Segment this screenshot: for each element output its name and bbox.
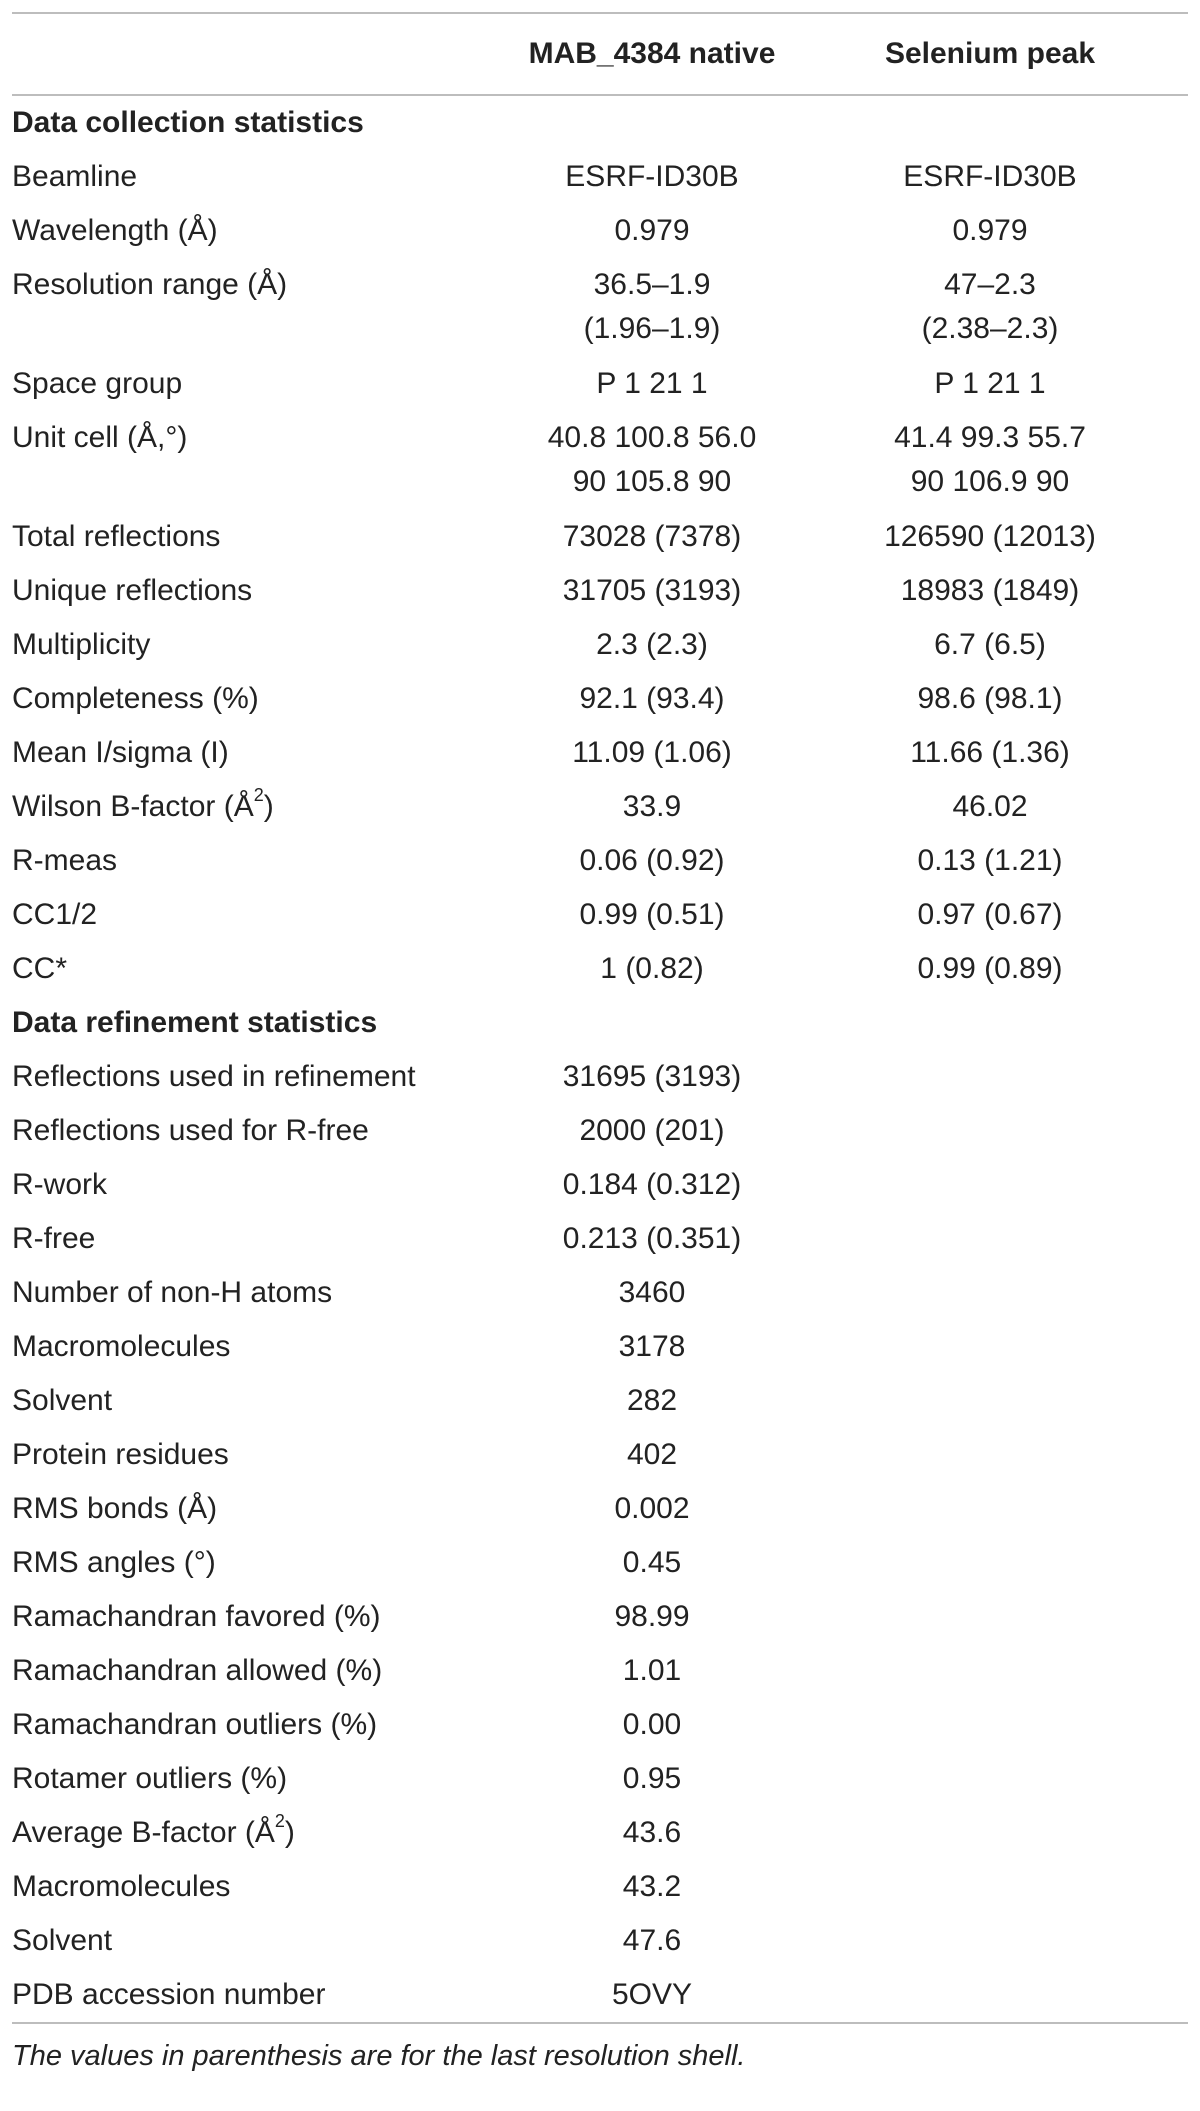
native-value-cell: [512, 1158, 792, 1207]
native-value-cell: [512, 1806, 792, 1855]
table-row: [12, 1914, 1188, 1968]
native-value: 40.8 100.8 56.0: [547, 421, 757, 454]
table-row: [12, 1536, 1188, 1590]
selenium-value: 0.99 (0.89): [917, 952, 1063, 985]
selenium-value-cell: [792, 510, 1188, 559]
table-row: [12, 1752, 1188, 1806]
row-label: [12, 1050, 512, 1099]
row-label: [12, 1320, 512, 1369]
row-label-text: Unique reflections: [12, 574, 253, 607]
row-label-text: Unit cell (Å,°): [12, 421, 188, 454]
table-row: [12, 1320, 1188, 1374]
native-value-cell: [512, 357, 792, 406]
row-label: [12, 1752, 512, 1801]
native-value-cell: [512, 1590, 792, 1639]
native-value: 43.6: [622, 1816, 682, 1849]
table-row: [12, 672, 1188, 726]
row-label: [12, 1428, 512, 1477]
row-label: [12, 834, 512, 883]
row-label: [12, 618, 512, 667]
selenium-value: 18983 (1849): [900, 574, 1080, 607]
native-value-cell: [512, 1050, 792, 1099]
native-value-cell: [512, 1320, 792, 1369]
selenium-value-cell: [792, 258, 1188, 351]
row-label: [12, 726, 512, 775]
table-row: [12, 1860, 1188, 1914]
native-value-cell: [512, 672, 792, 721]
native-value: 90 105.8 90: [572, 465, 732, 498]
table-row: [12, 1428, 1188, 1482]
selenium-value-cell: [792, 1536, 1188, 1541]
row-label: [12, 510, 512, 559]
selenium-value: 0.97 (0.67): [917, 898, 1063, 931]
statistics-table: [12, 12, 1188, 2076]
selenium-value-cell: [792, 1914, 1188, 1919]
row-label-text: Protein residues: [12, 1438, 229, 1471]
selenium-value-cell: [792, 1968, 1188, 1973]
row-label: [12, 204, 512, 253]
table-row: [12, 1968, 1188, 2022]
row-label: [12, 258, 512, 307]
native-value: 0.99 (0.51): [579, 898, 725, 931]
row-label: [12, 1158, 512, 1207]
row-label-text: Beamline: [12, 160, 138, 193]
table-row: [12, 150, 1188, 204]
selenium-value-cell: [792, 1752, 1188, 1757]
selenium-value-cell: [792, 1050, 1188, 1055]
table-row: [12, 780, 1188, 834]
row-label: [12, 1590, 512, 1639]
native-value-cell: [512, 1428, 792, 1477]
selenium-value-cell: [792, 1320, 1188, 1325]
table-row: [12, 726, 1188, 780]
row-label: [12, 1698, 512, 1747]
header-native: MAB_4384 native: [528, 37, 776, 70]
native-value: 0.213 (0.351): [562, 1222, 742, 1255]
row-label: [12, 942, 512, 991]
row-label: [12, 1644, 512, 1693]
table-row: [12, 1482, 1188, 1536]
row-label: [12, 411, 512, 460]
native-value: 31705 (3193): [562, 574, 742, 607]
row-label: [12, 357, 512, 406]
native-value: 92.1 (93.4): [579, 682, 725, 715]
table-row: [12, 1050, 1188, 1104]
table-row: [12, 1590, 1188, 1644]
row-label-text: Space group: [12, 367, 183, 400]
selenium-value-cell: [792, 1158, 1188, 1163]
native-value-cell: [512, 726, 792, 775]
selenium-value: P 1 21 1: [934, 367, 1046, 400]
table-row: [12, 834, 1188, 888]
row-label: [12, 1104, 512, 1153]
row-label: [12, 888, 512, 937]
row-label-tail: ): [284, 1816, 295, 1849]
row-label-text: Average B-factor (Å: [12, 1816, 275, 1849]
selenium-value-cell: [792, 150, 1188, 199]
native-value-cell: [512, 1482, 792, 1531]
row-label-text: Solvent: [12, 1384, 113, 1417]
selenium-value-cell: [792, 780, 1188, 829]
table-row: [12, 1698, 1188, 1752]
native-value-cell: [512, 258, 792, 351]
native-value: 282: [626, 1384, 678, 1417]
selenium-value: 47–2.3: [944, 268, 1036, 301]
table-row: [12, 204, 1188, 258]
selenium-value: 98.6 (98.1): [917, 682, 1063, 715]
native-value-cell: [512, 780, 792, 829]
native-value-cell: [512, 1644, 792, 1693]
superscript: 2: [274, 1811, 285, 1831]
selenium-value: 41.4 99.3 55.7: [894, 421, 1086, 454]
native-value: 3460: [618, 1276, 686, 1309]
table-row: [12, 564, 1188, 618]
selenium-value-cell: [792, 1104, 1188, 1109]
native-value: 0.06 (0.92): [579, 844, 725, 877]
row-label-text: Solvent: [12, 1924, 113, 1957]
native-value: 11.09 (1.06): [572, 736, 732, 769]
native-value: 0.00: [622, 1708, 682, 1741]
native-value: 1.01: [622, 1654, 682, 1687]
table-body: [12, 96, 1188, 2022]
native-value: 2000 (201): [579, 1114, 725, 1147]
row-label: [12, 1914, 512, 1963]
row-label-text: Mean I/sigma (I): [12, 736, 229, 769]
native-value: 31695 (3193): [562, 1060, 742, 1093]
table-row: [12, 888, 1188, 942]
native-value-cell: [512, 1374, 792, 1423]
row-label-text: Reflections used in refinement: [12, 1060, 416, 1093]
table-row: [12, 942, 1188, 996]
row-label-text: Multiplicity: [12, 628, 151, 661]
table-row: [12, 1644, 1188, 1698]
table-row: [12, 510, 1188, 564]
row-label: [12, 564, 512, 613]
superscript: 2: [253, 785, 264, 805]
native-value-cell: [512, 1536, 792, 1585]
row-label-text: Reflections used for R-free: [12, 1114, 369, 1147]
row-label-text: RMS angles (°): [12, 1546, 216, 1579]
selenium-value-cell: [792, 1212, 1188, 1217]
row-label: [12, 1536, 512, 1585]
row-label: [12, 1212, 512, 1261]
row-label-tail: ): [263, 790, 274, 823]
native-value: 0.184 (0.312): [562, 1168, 742, 1201]
native-value-cell: [512, 564, 792, 613]
header-row: [12, 14, 1188, 94]
native-value: 33.9: [622, 790, 682, 823]
row-label-text: RMS bonds (Å): [12, 1492, 218, 1525]
table-row: [12, 1158, 1188, 1212]
native-value-cell: [512, 411, 792, 504]
selenium-value-cell: [792, 726, 1188, 775]
row-label-text: Number of non-H atoms: [12, 1276, 333, 1309]
native-value: 0.979: [614, 214, 690, 247]
native-value-cell: [512, 618, 792, 667]
row-label-text: Ramachandran outliers (%): [12, 1708, 378, 1741]
native-value-cell: [512, 1698, 792, 1747]
native-value: 0.95: [622, 1762, 682, 1795]
section-heading: Data collection statistics: [12, 106, 364, 139]
row-label-text: Macromolecules: [12, 1870, 231, 1903]
selenium-value: 90 106.9 90: [910, 465, 1070, 498]
section-heading: Data refinement statistics: [12, 1006, 378, 1039]
selenium-value-cell: [792, 357, 1188, 406]
native-value: 402: [626, 1438, 678, 1471]
row-label-text: CC1/2: [12, 898, 98, 931]
selenium-value-cell: [792, 1644, 1188, 1649]
native-value: 98.99: [614, 1600, 690, 1633]
table-row: [12, 1104, 1188, 1158]
row-label-text: R-meas: [12, 844, 118, 877]
table-row: [12, 1806, 1188, 1860]
native-value: P 1 21 1: [596, 367, 708, 400]
selenium-value-cell: [792, 942, 1188, 991]
native-value: 0.002: [614, 1492, 690, 1525]
row-label-text: Resolution range (Å): [12, 268, 288, 301]
table-row: [12, 1374, 1188, 1428]
selenium-value-cell: [792, 411, 1188, 504]
selenium-value-cell: [792, 672, 1188, 721]
selenium-value: ESRF-ID30B: [903, 160, 1077, 193]
native-value: 5OVY: [611, 1978, 693, 2011]
table-row: [12, 411, 1188, 510]
row-label-text: Wavelength (Å): [12, 214, 218, 247]
selenium-value-cell: [792, 204, 1188, 253]
selenium-value-cell: [792, 618, 1188, 667]
selenium-value: 0.979: [952, 214, 1028, 247]
native-value: (1.96–1.9): [583, 312, 721, 345]
table-row: [12, 1212, 1188, 1266]
row-label: [12, 1860, 512, 1909]
native-value: 0.45: [622, 1546, 682, 1579]
selenium-value-cell: [792, 888, 1188, 937]
row-label-text: PDB accession number: [12, 1978, 326, 2011]
row-label: [12, 1806, 512, 1855]
footnote: The values in parenthesis are for the last resolution shell.: [12, 2040, 746, 2072]
native-value-cell: [512, 1104, 792, 1153]
selenium-value: 126590 (12013): [884, 520, 1096, 553]
selenium-value-cell: [792, 1806, 1188, 1811]
native-value: 2.3 (2.3): [596, 628, 708, 661]
row-label-text: Ramachandran allowed (%): [12, 1654, 383, 1687]
native-value-cell: [512, 1968, 792, 2017]
native-value: 73028 (7378): [562, 520, 742, 553]
table-row: [12, 1266, 1188, 1320]
native-value-cell: [512, 1212, 792, 1261]
native-value: 43.2: [622, 1870, 682, 1903]
native-value: 1 (0.82): [600, 952, 704, 985]
native-value: 47.6: [622, 1924, 682, 1957]
native-value-cell: [512, 510, 792, 559]
row-label: [12, 1266, 512, 1315]
native-value-cell: [512, 150, 792, 199]
native-value-cell: [512, 1914, 792, 1963]
selenium-value: 46.02: [952, 790, 1028, 823]
row-label: [12, 780, 512, 829]
selenium-value-cell: [792, 1374, 1188, 1379]
selenium-value-cell: [792, 834, 1188, 883]
row-label: [12, 672, 512, 721]
selenium-value-cell: [792, 1698, 1188, 1703]
row-label: [12, 150, 512, 199]
native-value-cell: [512, 1266, 792, 1315]
selenium-value-cell: [792, 1428, 1188, 1433]
selenium-value: 0.13 (1.21): [917, 844, 1063, 877]
selenium-value: 11.66 (1.36): [910, 736, 1070, 769]
selenium-value-cell: [792, 1590, 1188, 1595]
header-selenium: Selenium peak: [884, 37, 1096, 70]
row-label-text: Macromolecules: [12, 1330, 231, 1363]
row-label-text: Rotamer outliers (%): [12, 1762, 288, 1795]
selenium-value-cell: [792, 1482, 1188, 1487]
selenium-value-cell: [792, 1860, 1188, 1865]
row-label: [12, 1482, 512, 1531]
native-value-cell: [512, 1860, 792, 1909]
native-value-cell: [512, 942, 792, 991]
native-value: ESRF-ID30B: [565, 160, 739, 193]
row-label-text: R-work: [12, 1168, 107, 1201]
selenium-value: 6.7 (6.5): [934, 628, 1046, 661]
row-label: [12, 1374, 512, 1423]
row-label-text: Wilson B-factor (Å: [12, 790, 254, 823]
table-row: [12, 618, 1188, 672]
table-row: [12, 357, 1188, 411]
row-label-text: R-free: [12, 1222, 96, 1255]
native-value-cell: [512, 204, 792, 253]
native-value-cell: [512, 888, 792, 937]
row-label: [12, 1968, 512, 2017]
selenium-value-cell: [792, 564, 1188, 613]
native-value-cell: [512, 834, 792, 883]
row-label-text: Total reflections: [12, 520, 221, 553]
native-value: 3178: [618, 1330, 686, 1363]
row-label-text: Ramachandran favored (%): [12, 1600, 381, 1633]
native-value: 36.5–1.9: [593, 268, 711, 301]
selenium-value: (2.38–2.3): [921, 312, 1059, 345]
selenium-value-cell: [792, 1266, 1188, 1271]
table-row: [12, 258, 1188, 357]
row-label-text: CC*: [12, 952, 68, 985]
row-label-text: Completeness (%): [12, 682, 259, 715]
native-value-cell: [512, 1752, 792, 1801]
